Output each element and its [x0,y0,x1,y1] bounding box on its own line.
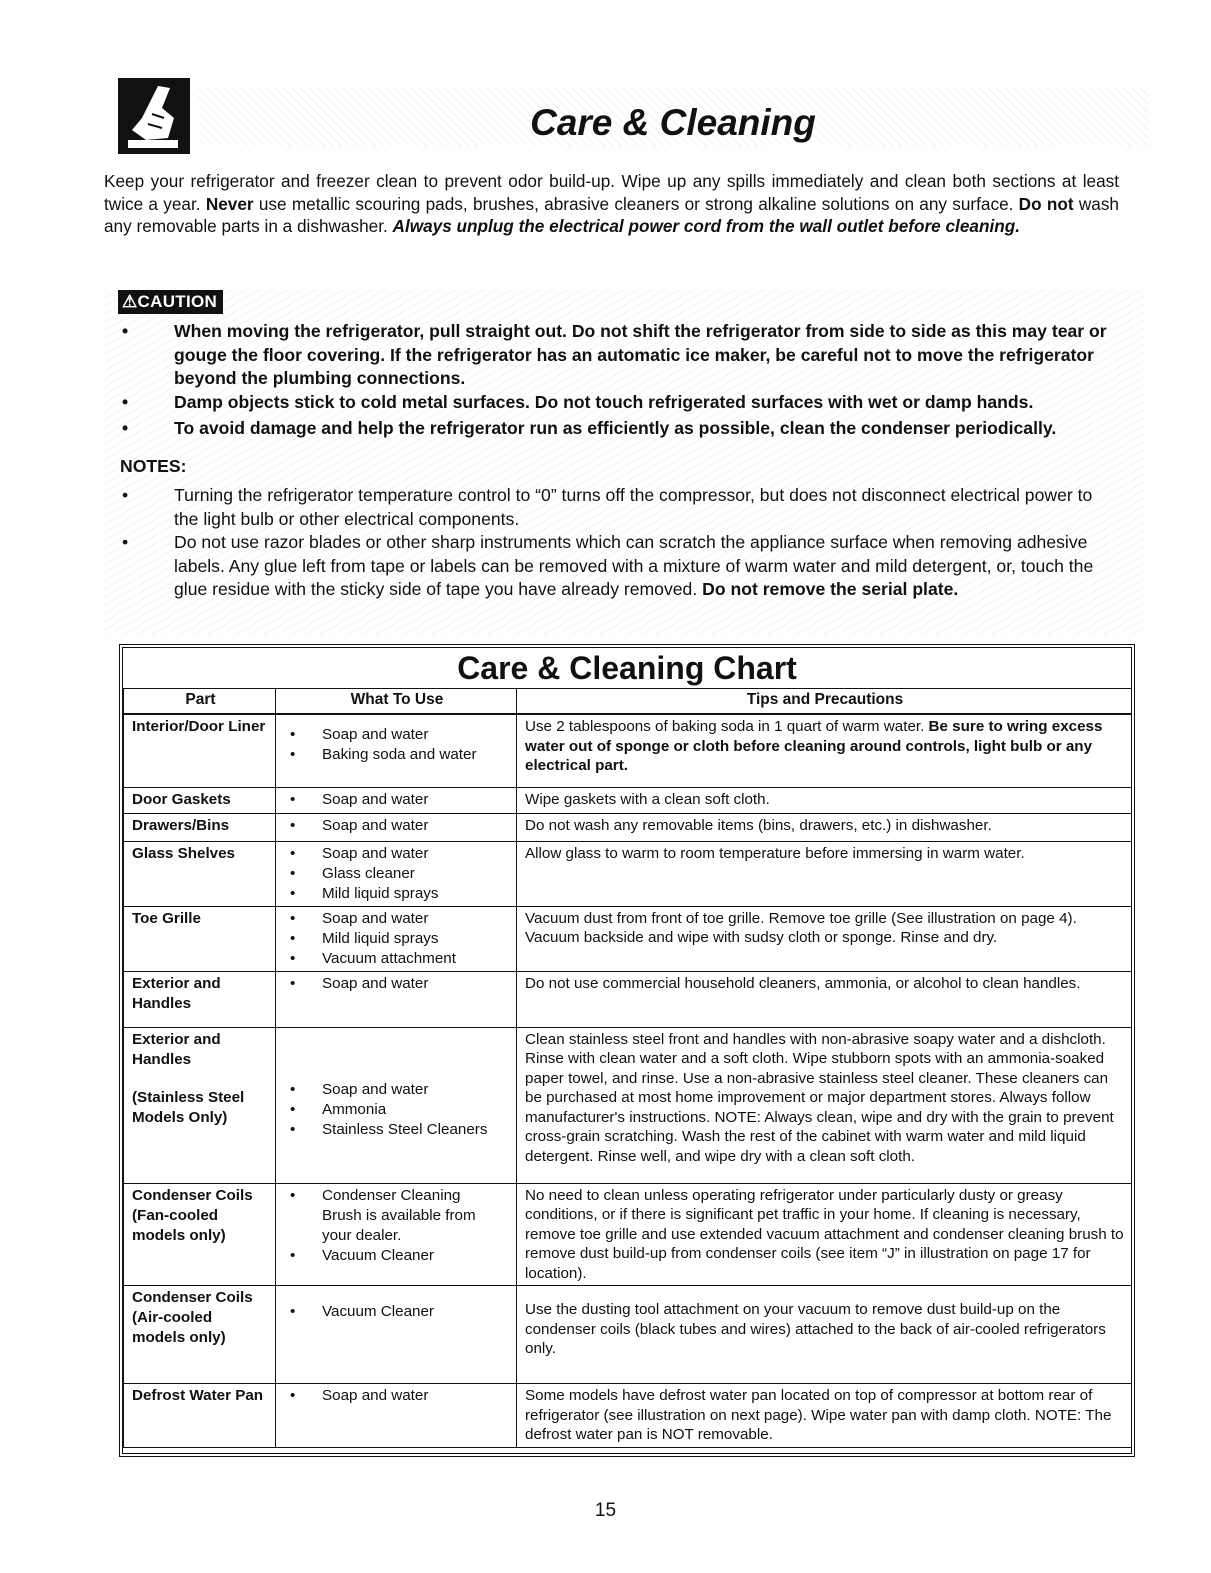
intro-text-2: use metallic scouring pads, brushes, abrasive cleaners or strong alkaline solutions on any surface. [253,193,1019,214]
what-to-use-cell [276,906,517,971]
part-cell [124,1183,276,1286]
caution-bullet-2: • Damp objects stick to cold metal surfaces. Do not touch refrigerated surfaces with wet or damp hands. [122,392,1034,412]
table-row [124,813,1132,841]
tip-cell: Do not use commercial household cleaners, ammonia, or alcohol to clean handles. [517,971,1132,1027]
table-row [124,971,1132,1027]
what-to-use-cell [276,787,517,813]
note-2: • Do not use razor blades or other sharp instruments which can scratch the appliance surface when removing adhesive labels. Any glue left from tape or labels can be removed with a mixture of warm water and mild detergent, or, touch the glue residue with the sticky side of tape you have already removed. Do not remove the serial plate. [122,532,1094,599]
tip-cell: Some models have defrost water pan located on top of compressor at bottom rear of refrigerator (see illustration on next page). Wipe water pan with damp cloth. NOTE: The defrost water pan is NOT removable. [517,1384,1132,1448]
hand-wiping-icon [118,78,190,154]
part-name: Defrost Water Pan [132,1387,264,1404]
part-cell [124,1027,276,1183]
table-row [124,906,1132,971]
tip-cell: Allow glass to warm to room temperature before immersing in warm water. [517,841,1132,906]
use-item: • Vacuum Cleaner [322,1246,510,1266]
chart-table [123,688,1132,1448]
use-item: • Soap and water [322,909,510,929]
use-item: • Soap and water [322,844,510,864]
part-cell [124,714,276,787]
tip-cell: Wipe gaskets with a clean soft cloth. [517,787,1132,813]
use-item: • Condenser Cleaning [322,1186,510,1206]
part-cell [124,841,276,906]
tip-cell: Do not wash any removable items (bins, drawers, etc.) in dishwasher. [517,813,1132,841]
part-name: Interior/Door Liner [132,718,266,735]
tip-cell: Use 2 tablespoons of baking soda in 1 quart of warm water. Be sure to wring excess water out of sponge or cloth before cleaning around controls, light bulb or any electrical part. [517,714,1132,787]
part-name: Glass Shelves [132,844,236,862]
header-what-to-use: What To Use [276,689,517,715]
part-name: Exterior and Handles [132,974,221,1012]
part-name: Condenser Coils (Air-cooled models only) [132,1289,253,1346]
header-band [198,88,1148,146]
page-title: Care & Cleaning [530,102,816,143]
part-name: Door Gaskets [132,790,231,808]
part-cell [124,971,276,1027]
intro-text-1: Keep your refrigerator and freezer clean to prevent odor build-up. Wipe up any spills immediately and clean both sections at least twice a year. [104,171,1119,214]
header-tips: Tips and Precautions [517,689,1132,715]
table-row [124,841,1132,906]
what-to-use-cell [276,971,517,1027]
use-item: • Stainless Steel Cleaners [322,1120,510,1140]
intro-never: Never [205,193,254,214]
part-cell [124,1286,276,1384]
part-cell [124,1384,276,1448]
header-part: Part [124,689,276,715]
what-to-use-cell [276,841,517,906]
intro-text-3: wash any removable parts in a dishwasher. [104,193,1119,236]
table-row [124,787,1132,813]
use-item: • Vacuum attachment [322,949,510,969]
intro-paragraph [104,170,1119,238]
what-to-use-cell [276,1027,517,1183]
page-header [118,78,1148,156]
what-to-use-cell [276,1384,517,1448]
use-item: • Soap and water [322,790,510,810]
table-row [124,1384,1132,1448]
part-name: Exterior and Handles [132,1030,221,1068]
what-to-use-cell [276,714,517,787]
part-qualifier: (Stainless Steel Models Only) [132,1088,245,1126]
intro-warning: Always unplug the electrical power cord from the wall outlet before cleaning. [392,216,1020,236]
use-item: • Soap and water [322,816,510,836]
part-cell [124,813,276,841]
intro-do-not: Do not [1018,193,1074,214]
caution-section [104,290,1144,635]
what-to-use-cell [276,1183,517,1286]
use-item: • Baking soda and water [322,745,510,765]
tip-cell: Clean stainless steel front and handles with non-abrasive soapy water and a dishcloth. Rinse with clean water and a soft cloth. Wipe stubborn spots with an ammonia-soaked paper towel, and rinse. Use a non-abrasive stainless steel cleaner. These cleaners can be purchased at most home improvement or major department stores. Always follow manufacturer's instructions. NOTE: Always clean, wipe and dry with the grain to prevent cross-grain scratching. Wash the rest of the cabinet with warm water and mild liquid detergent. Rinse well, and wipe dry with a clean soft cloth. [517,1027,1132,1183]
part-cell [124,906,276,971]
use-item: • Vacuum Cleaner [322,1302,510,1322]
caution-bullet-1: • When moving the refrigerator, pull straight out. Do not shift the refrigerator from side to side as this may tear or gouge the floor covering. If the refrigerator has an automatic ice maker, be careful not to move the refrigerator beyond the plumbing connections. [122,321,1107,388]
notes-heading: NOTES: [120,456,187,476]
use-item: • Mild liquid sprays [322,929,510,949]
tip-cell: No need to clean unless operating refrigerator under particularly dusty or greasy conditions, or if there is significant pet traffic in your home. If cleaning is necessary, remove toe grille and use extended vacuum attachment and condenser cleaning brush to remove dust build-up from condenser coils (see item “J” in illustration on page 17 for location). [517,1183,1132,1286]
table-row [124,1183,1132,1286]
what-to-use-cell [276,1286,517,1384]
caution-bullet-3: • To avoid damage and help the refrigerator run as efficiently as possible, clean the condenser periodically. [122,418,1057,438]
table-row [124,714,1132,787]
use-item: Brush is available from [322,1206,476,1224]
care-cleaning-chart [119,644,1135,1457]
use-item: • Soap and water [322,974,510,994]
use-item: • Ammonia [322,1100,510,1120]
use-item: • Soap and water [322,1386,510,1406]
tip-cell: Use the dusting tool attachment on your vacuum to remove dust build-up on the condenser coils (black tubes and wires) attached to the back of air-cooled refrigerators only. [517,1286,1132,1384]
use-item: • Soap and water [322,1080,510,1100]
what-to-use-cell [276,813,517,841]
note-1: • Turning the refrigerator temperature control to “0” turns off the compressor, but does not disconnect electrical power to the light bulb or other electrical components. [122,485,1093,529]
table-header-row [124,689,1132,715]
page-number: 15 [594,1500,617,1521]
use-item: • Soap and water [322,725,510,745]
caution-badge: ⚠CAUTION [118,290,223,314]
use-item: • Mild liquid sprays [322,884,510,904]
part-cell [124,787,276,813]
caution-label: CAUTION [137,292,218,311]
tip-cell: Vacuum dust from front of toe grille. Remove toe grille (See illustration on page 4). Vacuum backside and wipe with sudsy cloth or sponge. Rinse and dry. [517,906,1132,971]
use-item: your dealer. [322,1226,402,1244]
part-name: Condenser Coils (Fan-cooled models only) [132,1186,253,1244]
chart-title: Care & Cleaning Chart [457,650,797,686]
table-row [124,1027,1132,1183]
table-row [124,1286,1132,1384]
part-name: Drawers/Bins [132,816,230,834]
use-item: • Glass cleaner [322,864,510,884]
part-name: Toe Grille [132,909,201,927]
